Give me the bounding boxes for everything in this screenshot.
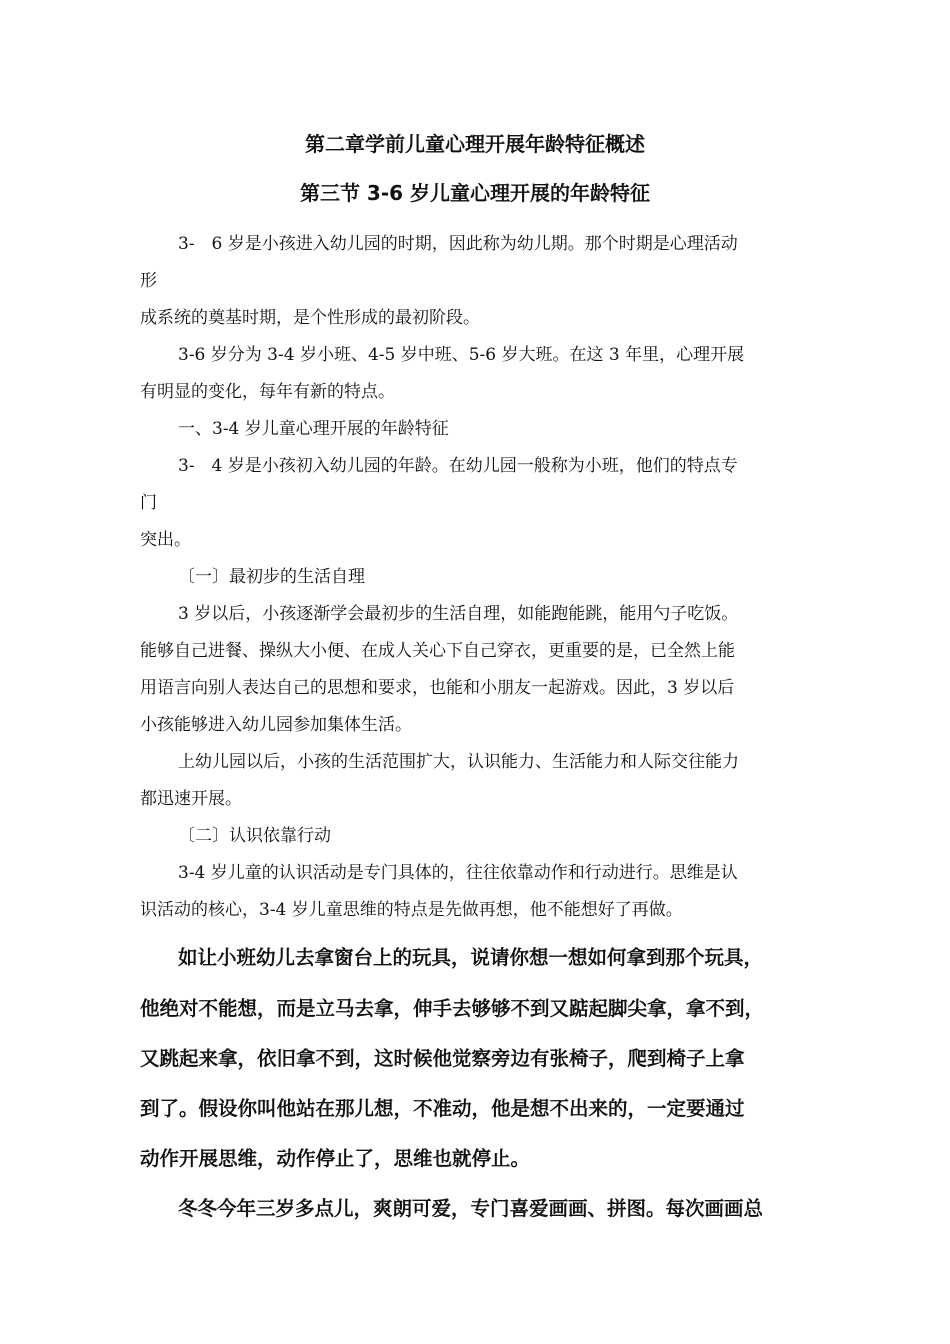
paragraph-line: 形 <box>140 271 157 291</box>
paragraph-line: 3- 6 岁是小孩进入幼儿园的时期，因此称为幼儿期。那个时期是心理活动 <box>178 234 738 254</box>
paragraph-line: 3- 4 岁是小孩初入幼儿园的年龄。在幼儿园一般称为小班，他们的特点专 <box>178 456 738 476</box>
paragraph-line: 3 岁以后，小孩逐渐学会最初步的生活自理，如能跑能跳，能用勺子吃饭。 <box>178 604 739 624</box>
paragraph-line: 3-6 岁分为 3-4 岁小班、4-5 岁中班、5-6 岁大班。在这 3 年里，心理开展 <box>178 345 745 365</box>
paragraph-line: 门 <box>140 493 157 513</box>
section-title: 第三节 3-6 岁儿童心理开展的年龄特征 <box>299 181 651 205</box>
paragraph-line: 他绝对不能想，而是立马去拿，伸手去够够不到又踮起脚尖拿，拿不到， <box>140 997 765 1020</box>
paragraph-line: 3-4 岁儿童的认识活动是专门具体的，往往依靠动作和行动进行。思维是认 <box>178 863 738 883</box>
paragraph-line: 成系统的奠基时期，是个性形成的最初阶段。 <box>140 308 480 328</box>
subheading: 〔二〕认识依靠行动 <box>178 826 331 846</box>
chapter-title: 第二章学前儿童心理开展年龄特征概述 <box>305 132 645 156</box>
subheading: 〔一〕最初步的生活自理 <box>178 567 365 587</box>
paragraph-line: 动作开展思维，动作停止了，思维也就停止。 <box>140 1147 531 1170</box>
paragraph-line: 上幼儿园以后，小孩的生活范围扩大，认识能力、生活能力和人际交往能力 <box>178 752 739 772</box>
paragraph-line: 有明显的变化，每年有新的特点。 <box>140 382 395 402</box>
paragraph-line: 小孩能够进入幼儿园参加集体生活。 <box>140 715 412 735</box>
paragraph-line: 突出。 <box>140 530 191 550</box>
paragraph-line: 冬冬今年三岁多点儿，爽朗可爱，专门喜爱画画、拼图。每次画画总 <box>178 1197 764 1220</box>
paragraph-line: 都迅速开展。 <box>140 789 242 809</box>
paragraph-line: 用语言向别人表达自己的思想和要求，也能和小朋友一起游戏。因此，3 岁以后 <box>140 678 735 698</box>
paragraph-line: 能够自己进餐、操纵大小便、在成人关心下自己穿衣，更重要的是，已全然上能 <box>140 641 735 661</box>
paragraph-line: 到了。假设你叫他站在那儿想，不准动，他是想不出来的，一定要通过 <box>140 1097 745 1120</box>
subheading: 一、3-4 岁儿童心理开展的年龄特征 <box>178 419 449 439</box>
paragraph-line: 又跳起来拿，依旧拿不到，这时候他觉察旁边有张椅子，爬到椅子上拿 <box>140 1047 745 1070</box>
paragraph-line: 识活动的核心，3-4 岁儿童思维的特点是先做再想，他不能想好了再做。 <box>140 900 683 920</box>
paragraph-line: 如让小班幼儿去拿窗台上的玩具，说请你想一想如何拿到那个玩具， <box>178 946 764 969</box>
